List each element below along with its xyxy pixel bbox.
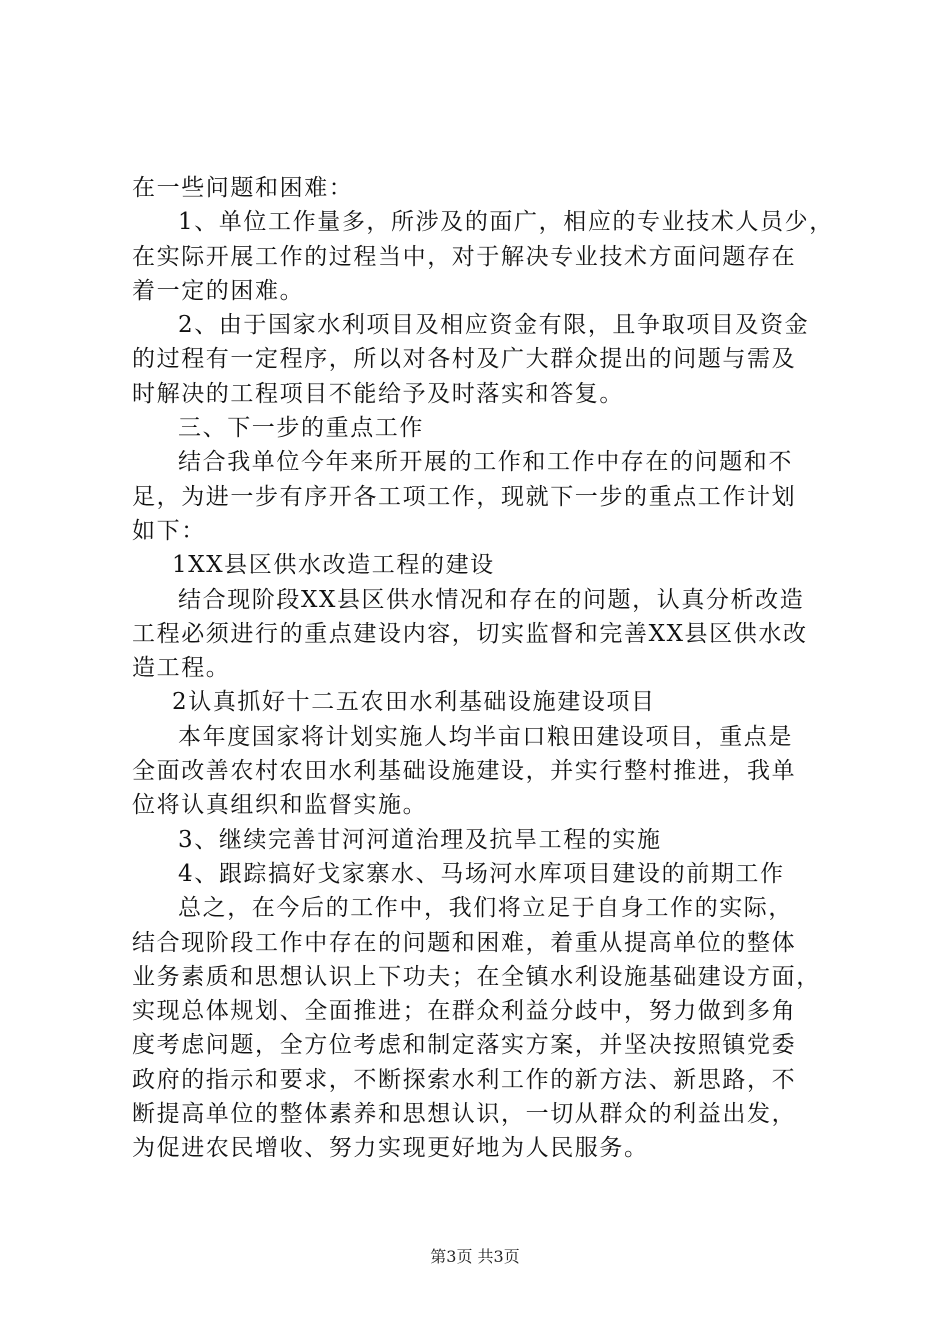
text-line: 位将认真组织和监督实施。 bbox=[132, 792, 428, 819]
text-line: 工程必须进行的重点建设内容，切实监督和完善XX县区供水改 bbox=[132, 620, 808, 647]
section-heading: 三、下一步的重点工作 bbox=[178, 415, 424, 442]
text-line: 如下： bbox=[132, 517, 206, 544]
text-line: 总之，在今后的工作中，我们将立足于自身工作的实际， bbox=[178, 895, 793, 922]
text-line: 足，为进一步有序开各工项工作，现就下一步的重点工作计划 bbox=[132, 483, 797, 510]
document-body bbox=[132, 171, 832, 1166]
text-line: 结合我单位今年来所开展的工作和工作中存在的问题和不 bbox=[178, 449, 793, 476]
text-line: 实现总体规划、全面推进；在群众利益分歧中，努力做到多角 bbox=[132, 998, 797, 1025]
text-line: 结合现阶段XX县区供水情况和存在的问题，认真分析改造 bbox=[178, 586, 805, 613]
text-line: 在实际开展工作的过程当中，对于解决专业技术方面问题存在 bbox=[132, 243, 797, 270]
item-heading: 4、跟踪搞好戈家寨水、马场河水库项目建设的前期工作 bbox=[178, 860, 785, 887]
text-line: 政府的指示和要求，不断探索水利工作的新方法、新思路，不 bbox=[132, 1066, 797, 1093]
text-line: 的过程有一定程序，所以对各村及广大群众提出的问题与需及 bbox=[132, 346, 797, 373]
text-line: 时解决的工程项目不能给予及时落实和答复。 bbox=[132, 380, 624, 407]
text-line: 结合现阶段工作中存在的问题和困难，着重从提高单位的整体 bbox=[132, 929, 797, 956]
text-line: 在一些问题和困难： bbox=[132, 175, 354, 201]
text-line: 全面改善农村农田水利基础设施建设，并实行整村推进，我单 bbox=[132, 758, 797, 785]
text-line: 断提高单位的整体素养和思想认识，一切从群众的利益出发， bbox=[132, 1101, 797, 1128]
item-heading: 1XX县区供水改造工程的建设 bbox=[172, 552, 495, 579]
item-heading: 2认真抓好十二五农田水利基础设施建设项目 bbox=[172, 689, 656, 716]
text-line: 造工程。 bbox=[132, 655, 231, 682]
text-line: 1、单位工作量多，所涉及的面广，相应的专业技术人员少， bbox=[178, 209, 834, 236]
text-line: 业务素质和思想认识上下功夫；在全镇水利设施基础建设方面， bbox=[132, 963, 821, 990]
page-number-footer: 第3页 共3页 bbox=[430, 1247, 520, 1266]
text-line: 为促进农民增收、努力实现更好地为人民服务。 bbox=[132, 1135, 649, 1162]
text-line: 着一定的困难。 bbox=[132, 277, 305, 304]
text-line: 本年度国家将计划实施人均半亩口粮田建设项目，重点是 bbox=[178, 723, 793, 750]
text-line: 2、由于国家水利项目及相应资金有限，且争取项目及资金 bbox=[178, 312, 810, 339]
text-line: 度考虑问题，全方位考虑和制定落实方案，并坚决按照镇党委 bbox=[132, 1032, 797, 1059]
item-heading: 3、继续完善甘河河道治理及抗旱工程的实施 bbox=[178, 826, 662, 853]
